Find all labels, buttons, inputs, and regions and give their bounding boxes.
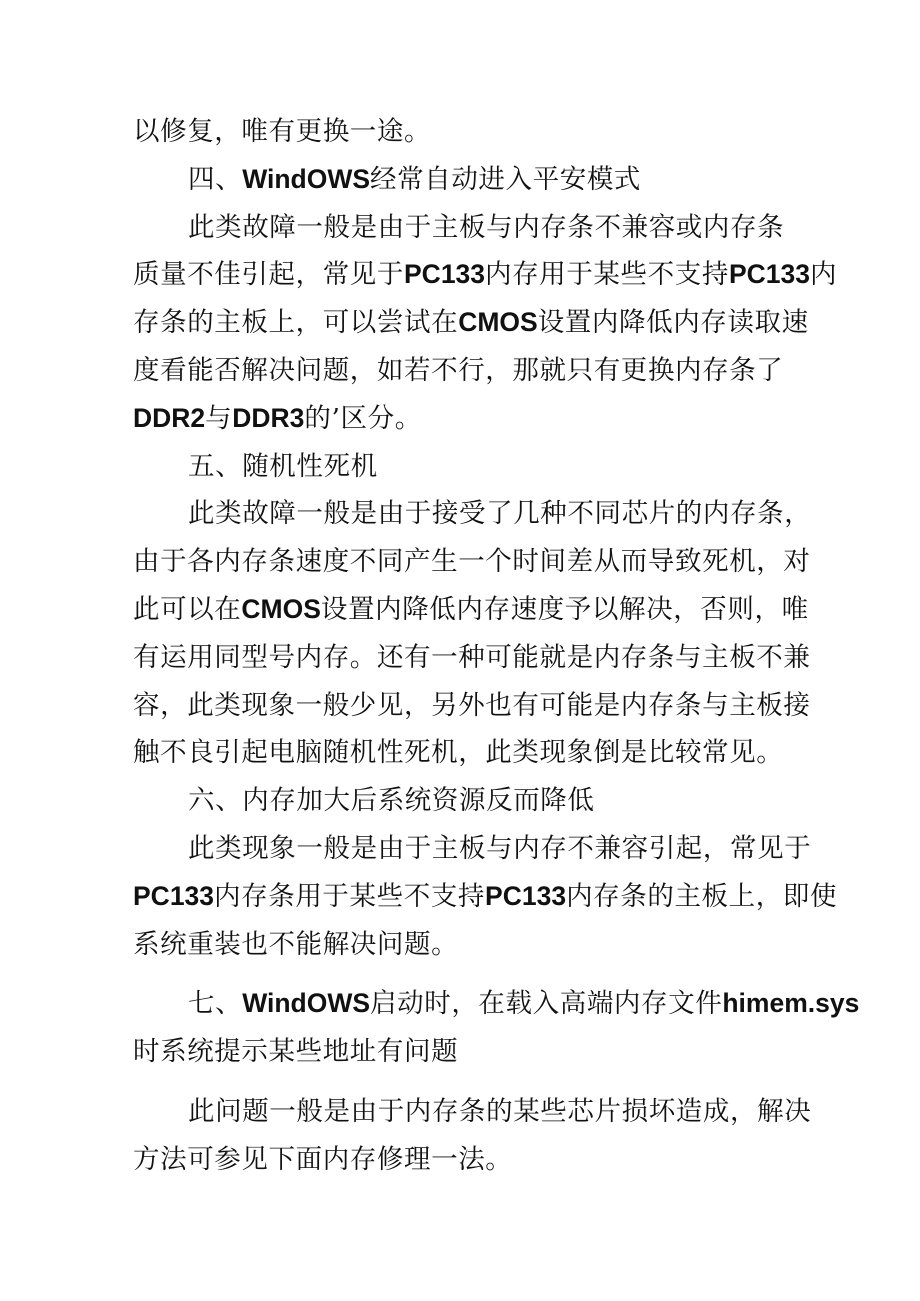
text-run: 系统重装也不能解决问题。 [133,928,459,960]
text-line [133,682,811,730]
latin-term: himem.sys [722,988,860,1019]
text-run: 设置内降低内存速度予以解决，否则，唯 [320,593,809,625]
text-run: 度看能否解决问题，如若不行，那就只有更换内存条了 [133,354,784,386]
text-line [133,108,793,156]
text-line [133,299,809,347]
latin-term: DDR2 [133,402,206,433]
text-line [133,1028,793,1076]
section-heading-five [133,443,793,491]
document-body [133,108,860,1184]
latin-term: CMOS [458,307,538,338]
text-line [133,1136,793,1184]
text-line [133,586,809,634]
text-run: 内存条用于某些不支持 [214,880,486,912]
text-line [133,634,811,682]
text-run: 四、 [188,163,243,195]
text-run: 此问题一般是由于内存条的某些芯片损坏造成，解决 [188,1095,812,1127]
text-line [133,490,812,538]
text-run: 由于各内存条速度不同产生一个时间差从而导致死机，对 [133,546,811,578]
text-run: 质量不佳引起，常见于 [133,259,404,291]
latin-term: PC133 [133,880,215,911]
text-run: 经常自动进入平安模式 [370,163,642,195]
text-run: 此类故障一般是由于接受了几种不同芯片的内存条， [188,498,812,530]
text-run: 此类故障一般是由于主板与内存条不兼容或内存条 [188,211,785,243]
text-run: 七、 [188,988,243,1020]
text-run: 以修复，唯有更换一途。 [133,116,432,147]
latin-term: PC133 [728,259,810,290]
latin-term: WindOWS [242,988,371,1019]
text-line [133,251,838,299]
latin-term: WindOWS [242,163,371,194]
text-line [133,729,793,777]
text-run: 此类现象一般是由于主板与内存不兼容引起，常见于 [188,832,812,864]
latin-term: CMOS [241,593,321,624]
text-line [133,347,793,395]
text-run: 内存条的主板上，即使 [566,880,838,912]
latin-term: DDR3 [232,402,305,433]
text-run: 的’区分。 [304,402,422,434]
text-run: 内存用于某些不支持 [485,259,729,291]
text-run: 存条的主板上，可以尝试在 [133,307,459,339]
text-line [133,921,793,969]
section-heading-four [133,156,793,204]
text-run: 设置内降低内存读取速 [537,307,809,339]
text-line [133,395,793,443]
text-run: 有运用同型号内存。还有一种可能就是内存条与主板不兼 [133,641,811,673]
latin-term: PC133 [485,880,567,911]
text-run: 启动时，在载入高端内存文件 [370,988,723,1020]
text-line [133,1088,812,1136]
text-run: 六、内存加大后系统资源反而降低 [188,785,595,817]
text-line [133,873,838,921]
text-run: 五、随机性死机 [188,450,378,482]
text-line [133,538,811,586]
section-heading-seven [133,980,860,1028]
text-run: 方法可参见下面内存修理一法。 [133,1143,513,1175]
text-run: 时系统提示某些地址有问题 [133,1036,459,1068]
latin-term: PC133 [404,259,486,290]
text-run: 与 [205,402,233,434]
text-run: 内 [809,259,838,291]
text-line [133,825,812,873]
text-line [133,204,793,252]
text-run: 容，此类现象一般少见，另外也有可能是内存条与主板接 [133,689,811,721]
text-run: 此可以在 [133,593,242,625]
text-run: 触不良引起电脑随机性死机，此类现象倒是比较常见。 [133,737,784,769]
section-heading-six [133,777,793,825]
